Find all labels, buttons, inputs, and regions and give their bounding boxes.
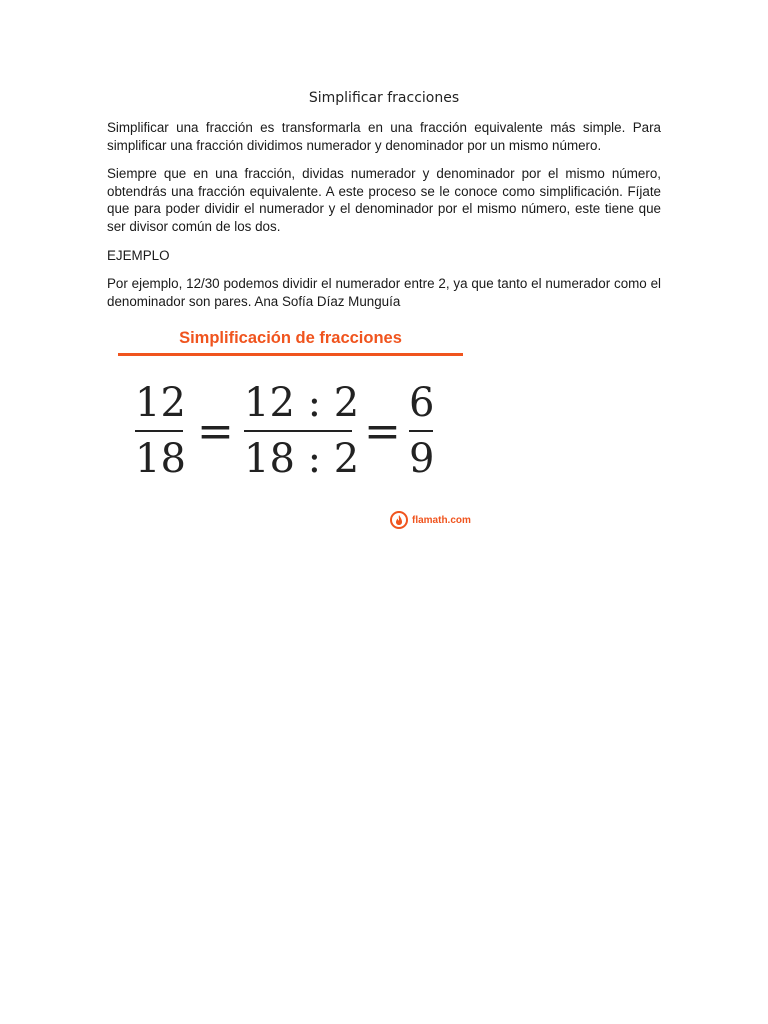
fraction-original-denominator: 18	[135, 436, 186, 482]
fraction-original-bar	[135, 430, 183, 432]
equals-sign-1: =	[197, 406, 234, 457]
figure-title-underline	[118, 353, 463, 356]
fraction-division-numerator: 12 : 2	[244, 380, 360, 426]
fraction-simplified-numerator: 6	[409, 380, 435, 426]
flame-logo-icon	[390, 511, 408, 529]
fraction-simplified-denominator: 9	[409, 436, 435, 482]
brand-name: flamath.com	[412, 514, 471, 526]
fraction-simplified-bar	[409, 430, 433, 432]
fraction-division	[244, 380, 360, 482]
figure-title: Simplificación de fracciones	[179, 329, 402, 347]
paragraph-explanation: Siempre que en una fracción, dividas numerador y denominador por el mismo número, obtendrás una fracción equivalente. A este proceso se le conoce como simplificación. Fíjate que para poder dividir el numerador y el denominador por el mismo número, este tiene que ser divisor común de los dos.	[107, 166, 661, 234]
fraction-original-numerator: 12	[135, 380, 186, 426]
example-heading: EJEMPLO	[107, 248, 170, 263]
paragraph-example: Por ejemplo, 12/30 podemos dividir el numerador entre 2, ya que tanto el numerador como el denominador son pares. Ana Sofía Díaz Munguía	[107, 276, 661, 309]
fraction-original	[135, 380, 186, 482]
paragraph-definition: Simplificar una fracción es transformarla en una fracción equivalente más simple. Para simplificar una fracción dividimos numerador y denominador por un mismo número.	[107, 120, 661, 153]
equals-sign-2: =	[364, 406, 401, 457]
fraction-simplified	[409, 380, 433, 482]
brand-mark	[390, 509, 471, 531]
fraction-division-bar	[244, 430, 352, 432]
fraction-division-denominator: 18 : 2	[244, 436, 360, 482]
page-title: Simplificar fracciones	[308, 90, 460, 106]
simplification-figure	[118, 320, 474, 536]
